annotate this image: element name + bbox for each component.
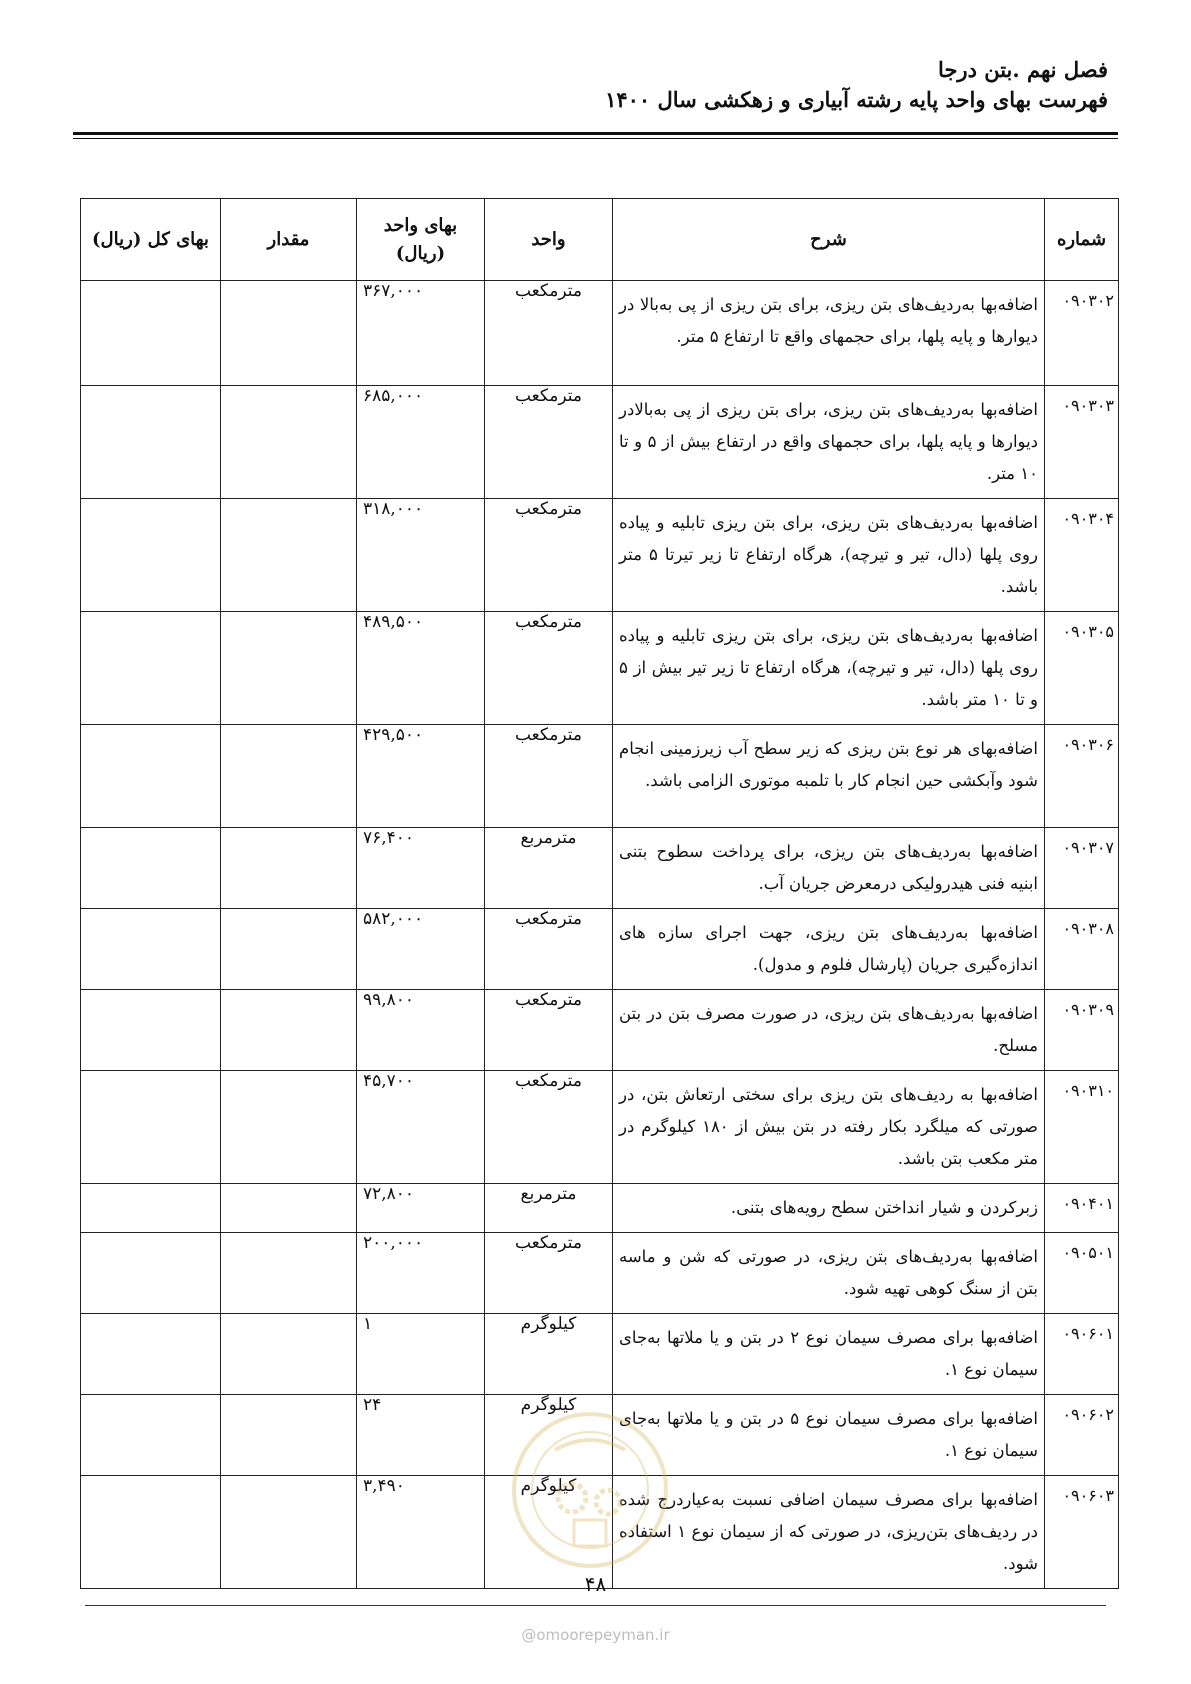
row-unit: مترمکعب xyxy=(485,499,613,612)
row-unit-price: ۳,۴۹۰ xyxy=(357,1476,485,1589)
table-header-row xyxy=(81,199,1119,281)
row-unit: کیلوگرم xyxy=(485,1476,613,1589)
row-unit-price: ۲۰۰,۰۰۰ xyxy=(357,1233,485,1314)
col-header-quantity: مقدار xyxy=(221,199,357,281)
row-unit: کیلوگرم xyxy=(485,1314,613,1395)
row-number: ۰۹۰۵۰۱ xyxy=(1045,1233,1119,1314)
row-number: ۰۹۰۳۰۳ xyxy=(1045,386,1119,499)
row-unit: مترمکعب xyxy=(485,990,613,1071)
row-unit: مترمکعب xyxy=(485,612,613,725)
row-quantity xyxy=(221,1395,357,1476)
row-description: اضافه‌بها به‌ردیف‌های بتن ریزی، جهت اجرای سازه های اندازه‌گیری جریان (پارشال فلوم و مدول). xyxy=(613,909,1045,990)
row-total xyxy=(81,1071,221,1184)
table-row xyxy=(81,1314,1119,1395)
row-total xyxy=(81,386,221,499)
row-quantity xyxy=(221,1314,357,1395)
row-unit: مترمکعب xyxy=(485,909,613,990)
row-description: اضافه‌بها برای مصرف سیمان نوع ۲ در بتن و یا ملاتها به‌جای سیمان نوع ۱. xyxy=(613,1314,1045,1395)
row-unit: مترمربع xyxy=(485,828,613,909)
row-description: اضافه‌بها به‌ردیف‌های بتن ریزی، برای بتن ریزی از پی به‌بالا در دیوارها و پایه پلها، برای حجمهای واقع تا ارتفاع ۵ متر. xyxy=(613,281,1045,386)
row-quantity xyxy=(221,612,357,725)
row-description: اضافه‌بها به‌ردیف‌های بتن ریزی، برای بتن ریزی از پی به‌بالادر دیوارها و پایه پلها، برای حجمهای واقع در ارتفاع بیش از ۵ و تا ۱۰ متر. xyxy=(613,386,1045,499)
row-total xyxy=(81,1314,221,1395)
row-unit-price: ۵۸۲,۰۰۰ xyxy=(357,909,485,990)
page-number: ۴۸ xyxy=(584,1572,607,1596)
row-total xyxy=(81,612,221,725)
row-unit-price: ۷۲,۸۰۰ xyxy=(357,1184,485,1233)
row-number: ۰۹۰۶۰۳ xyxy=(1045,1476,1119,1589)
page-header xyxy=(73,55,1108,115)
row-quantity xyxy=(221,1071,357,1184)
row-quantity xyxy=(221,1233,357,1314)
header-rule-thick xyxy=(73,132,1118,135)
row-unit-price: ۴۲۹,۵۰۰ xyxy=(357,725,485,828)
row-unit: کیلوگرم xyxy=(485,1395,613,1476)
table-row xyxy=(81,725,1119,828)
col-header-unit: واحد xyxy=(485,199,613,281)
row-unit: مترمکعب xyxy=(485,1233,613,1314)
row-unit-price: ۳۶۷,۰۰۰ xyxy=(357,281,485,386)
row-unit-price: ۲۴ xyxy=(357,1395,485,1476)
row-number: ۰۹۰۶۰۱ xyxy=(1045,1314,1119,1395)
table-row xyxy=(81,281,1119,386)
col-header-unit-price-line2: (ریال) xyxy=(395,242,446,264)
row-unit: مترمکعب xyxy=(485,1071,613,1184)
row-total xyxy=(81,990,221,1071)
row-unit: مترمکعب xyxy=(485,386,613,499)
row-quantity xyxy=(221,386,357,499)
row-description: اضافه‌بها به‌ردیف‌های بتن ریزی، برای پرداخت سطوح بتنی ابنیه فنی هیدرولیکی درمعرض جریان آب. xyxy=(613,828,1045,909)
header-rule-thin xyxy=(73,138,1118,139)
row-total xyxy=(81,499,221,612)
col-header-number: شماره xyxy=(1045,199,1119,281)
col-header-unit-price xyxy=(357,199,485,281)
row-quantity xyxy=(221,281,357,386)
row-unit-price: ۴۵,۷۰۰ xyxy=(357,1071,485,1184)
row-number: ۰۹۰۳۰۹ xyxy=(1045,990,1119,1071)
row-total xyxy=(81,725,221,828)
table-row xyxy=(81,990,1119,1071)
row-total xyxy=(81,281,221,386)
row-number: ۰۹۰۳۰۵ xyxy=(1045,612,1119,725)
row-description: اضافه‌بهای هر نوع بتن ریزی که زیر سطح آب زیرزمینی انجام شود وآبکشی حین انجام کار با تلمبه موتوری الزامی باشد. xyxy=(613,725,1045,828)
row-description: زبرکردن و شیار انداختن سطح رویه‌های بتنی. xyxy=(613,1184,1045,1233)
row-unit-price: ۶۸۵,۰۰۰ xyxy=(357,386,485,499)
table-row xyxy=(81,386,1119,499)
row-description: اضافه‌بها برای مصرف سیمان اضافی نسبت به‌عیاردرج شده در ردیف‌های بتن‌ریزی، در صورتی که از سیمان نوع ۱ استفاده شود. xyxy=(613,1476,1045,1589)
row-quantity xyxy=(221,1184,357,1233)
row-number: ۰۹۰۳۱۰ xyxy=(1045,1071,1119,1184)
row-total xyxy=(81,1233,221,1314)
row-number: ۰۹۰۳۰۷ xyxy=(1045,828,1119,909)
row-number: ۰۹۰۳۰۶ xyxy=(1045,725,1119,828)
row-description: اضافه‌بها به‌ردیف‌های بتن ریزی، در صورت مصرف بتن در بتن مسلح. xyxy=(613,990,1045,1071)
table-row xyxy=(81,612,1119,725)
row-description: اضافه‌بها برای مصرف سیمان نوع ۵ در بتن و یا ملاتها به‌جای سیمان نوع ۱. xyxy=(613,1395,1045,1476)
row-unit-price: ۷۶,۴۰۰ xyxy=(357,828,485,909)
watermark-seal xyxy=(510,1410,670,1570)
row-number: ۰۹۰۳۰۴ xyxy=(1045,499,1119,612)
footer-rule xyxy=(85,1605,1106,1606)
row-number: ۰۹۰۴۰۱ xyxy=(1045,1184,1119,1233)
chapter-title: فصل نهم .بتن درجا xyxy=(938,57,1108,82)
table-row xyxy=(81,499,1119,612)
row-number: ۰۹۰۳۰۸ xyxy=(1045,909,1119,990)
col-header-unit-price-line1: بهای واحد xyxy=(383,214,458,236)
row-unit-price: ۹۹,۸۰۰ xyxy=(357,990,485,1071)
row-total xyxy=(81,909,221,990)
row-unit-price: ۳۱۸,۰۰۰ xyxy=(357,499,485,612)
row-description: اضافه‌بها به‌ردیف‌های بتن ریزی، برای بتن ریزی تابلیه و پیاده روی پلها (دال، تیر و تیرچه)، هرگاه ارتفاع تا زیر تیرتا ۵ متر باشد. xyxy=(613,499,1045,612)
row-description: اضافه‌بها به‌ردیف‌های بتن ریزی، در صورتی که شن و ماسه بتن از سنگ کوهی تهیه شود. xyxy=(613,1233,1045,1314)
price-list-title: فهرست بهای واحد پایه رشته آبیاری و زهکشی سال ۱۴۰۰ xyxy=(605,87,1108,112)
row-quantity xyxy=(221,499,357,612)
table-row xyxy=(81,828,1119,909)
col-header-total: بهای کل (ریال) xyxy=(81,199,221,281)
row-quantity xyxy=(221,909,357,990)
row-quantity xyxy=(221,990,357,1071)
table-row xyxy=(81,1233,1119,1314)
row-quantity xyxy=(221,725,357,828)
table-row xyxy=(81,1184,1119,1233)
table-row xyxy=(81,1071,1119,1184)
price-table xyxy=(80,198,1119,1589)
row-total xyxy=(81,1395,221,1476)
table-row xyxy=(81,909,1119,990)
row-total xyxy=(81,1184,221,1233)
row-unit: مترمربع xyxy=(485,1184,613,1233)
row-total xyxy=(81,828,221,909)
row-unit: مترمکعب xyxy=(485,725,613,828)
row-unit-price: ۴۸۹,۵۰۰ xyxy=(357,612,485,725)
col-header-description: شرح xyxy=(613,199,1045,281)
row-number: ۰۹۰۳۰۲ xyxy=(1045,281,1119,386)
row-unit: مترمکعب xyxy=(485,281,613,386)
row-quantity xyxy=(221,828,357,909)
row-description: اضافه‌بها به‌ردیف‌های بتن ریزی، برای بتن ریزی تابلیه و پیاده روی پلها (دال، تیر و تیرچه)، هرگاه ارتفاع تا زیر تیر بیش از ۵ و تا ۱۰ متر باشد. xyxy=(613,612,1045,725)
row-description: اضافه‌بها به ردیف‌های بتن ریزی برای سختی ارتعاش بتن، در صورتی که میلگرد بکار رفته در بتن بیش از ۱۸۰ کیلوگرم در متر مکعب بتن باشد. xyxy=(613,1071,1045,1184)
watermark-text: @omoorepeyman.ir xyxy=(521,1626,670,1644)
row-unit-price: ۱ xyxy=(357,1314,485,1395)
row-number: ۰۹۰۶۰۲ xyxy=(1045,1395,1119,1476)
